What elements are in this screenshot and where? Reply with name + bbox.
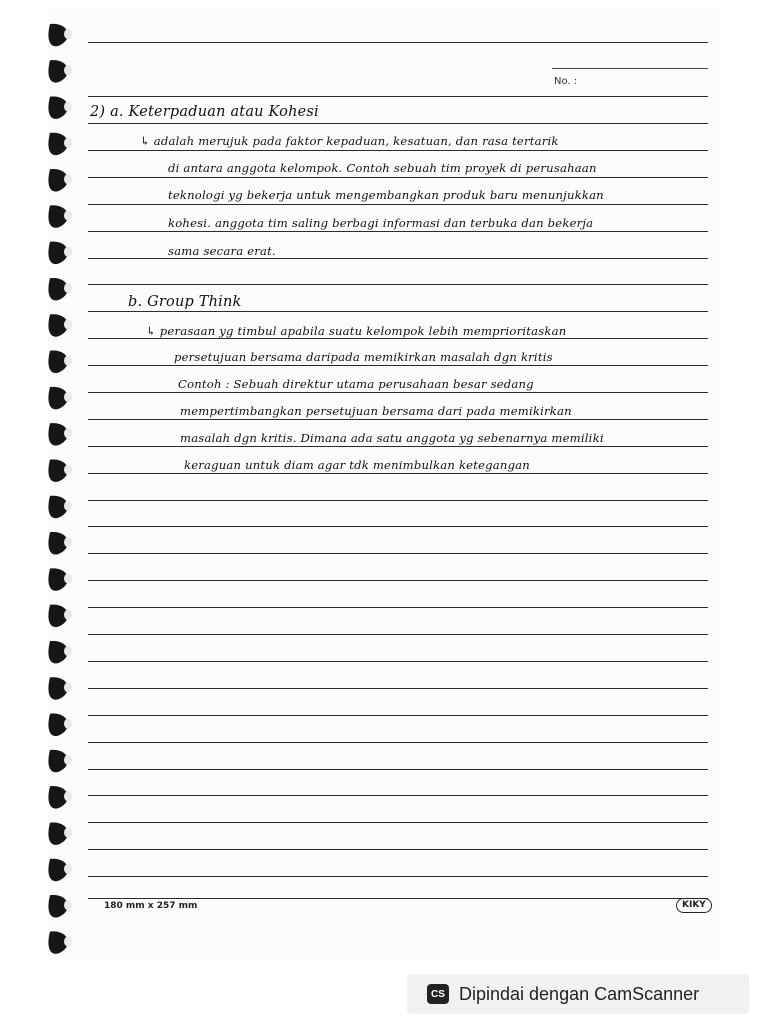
heading-a: 2) a. Keterpaduan atau Kohesi [90, 104, 319, 120]
binding-hole [64, 828, 72, 838]
ruled-line [88, 446, 708, 447]
binding-hole [64, 755, 72, 765]
ruled-line [88, 898, 708, 899]
ruled-line [88, 473, 708, 474]
brand-logo: KIKY [676, 898, 712, 913]
section-b-line: ↳ perasaan yg timbul apabila suatu kelompok lebih memprioritaskan [146, 324, 567, 338]
binding-hole [64, 428, 72, 438]
binding-hole [64, 610, 72, 620]
binding-hole [64, 574, 72, 584]
binding-hole [64, 646, 72, 656]
binding-hole [64, 392, 72, 402]
binding-hole [64, 174, 72, 184]
ruled-line [88, 742, 708, 743]
ruled-line [88, 661, 708, 662]
section-b-line: keraguan untuk diam agar tdk menimbulkan ketegangan [184, 458, 530, 472]
ruled-line [88, 526, 708, 527]
ruled-line [88, 311, 708, 312]
binding-hole [64, 900, 72, 910]
ruled-line [88, 419, 708, 420]
ruled-line [88, 849, 708, 850]
binding-hole [64, 102, 72, 112]
binding-hole [64, 29, 72, 39]
section-b-line: masalah dgn kritis. Dimana ada satu anggota yg sebenarnya memiliki [180, 431, 604, 445]
ruled-line [88, 204, 708, 205]
section-a-line: di antara anggota kelompok. Contoh sebuah tim proyek di perusahaan [168, 161, 597, 175]
section-a-line: teknologi yg bekerja untuk mengembangkan produk baru menunjukkan [168, 188, 604, 202]
ruled-line [88, 365, 708, 366]
section-b-line: Contoh : Sebuah direktur utama perusahaan besar sedang [178, 377, 534, 391]
binding-hole [64, 319, 72, 329]
ruled-line [88, 258, 708, 259]
section-a-line: ↳ adalah merujuk pada faktor kepaduan, kesatuan, dan rasa tertarik [140, 134, 559, 148]
section-a-line: kohesi. anggota tim saling berbagi informasi dan terbuka dan bekerja [168, 216, 594, 230]
ruled-line [88, 500, 708, 501]
heading-b: b. Group Think [128, 294, 242, 310]
ruled-line [88, 338, 708, 339]
binding-hole [64, 537, 72, 547]
ruled-line [88, 553, 708, 554]
binding-hole [64, 65, 72, 75]
section-a-line: sama secara erat. [168, 244, 276, 258]
binding-hole [64, 682, 72, 692]
ruled-line [88, 150, 708, 151]
binding-hole [64, 937, 72, 947]
ruled-line [88, 715, 708, 716]
ruled-line [88, 123, 708, 124]
ruled-line [88, 876, 708, 877]
ruled-line [88, 231, 708, 232]
binding-hole [64, 501, 72, 511]
binding-hole [64, 283, 72, 293]
ruled-line [88, 96, 708, 97]
binding-hole [64, 719, 72, 729]
ruled-line [88, 177, 708, 178]
spiral-binding [44, 14, 80, 960]
binding-hole [64, 465, 72, 475]
camscanner-watermark [407, 974, 749, 1014]
ruled-line [88, 822, 708, 823]
ruled-line [88, 42, 708, 43]
ruled-line [88, 392, 708, 393]
binding-hole [64, 247, 72, 257]
ruled-line [88, 795, 708, 796]
section-b-line: persetujuan bersama daripada memikirkan masalah dgn kritis [174, 350, 553, 364]
section-b-line: mempertimbangkan persetujuan bersama dari pada memikirkan [180, 404, 572, 418]
camscanner-logo-icon: CS [427, 984, 449, 1004]
binding-hole [64, 138, 72, 148]
binding-hole [64, 864, 72, 874]
paper-size-label: 180 mm x 257 mm [104, 901, 198, 911]
binding-hole [64, 356, 72, 366]
ruled-line [88, 769, 708, 770]
binding-hole [64, 211, 72, 221]
ruled-line [88, 580, 708, 581]
ruled-line [88, 688, 708, 689]
ruled-line [88, 284, 708, 285]
ruled-line [88, 607, 708, 608]
camscanner-label: Dipindai dengan CamScanner [459, 983, 700, 1004]
number-line [552, 68, 708, 69]
binding-hole [64, 791, 72, 801]
number-label: No. : [554, 76, 578, 87]
ruled-line [88, 634, 708, 635]
